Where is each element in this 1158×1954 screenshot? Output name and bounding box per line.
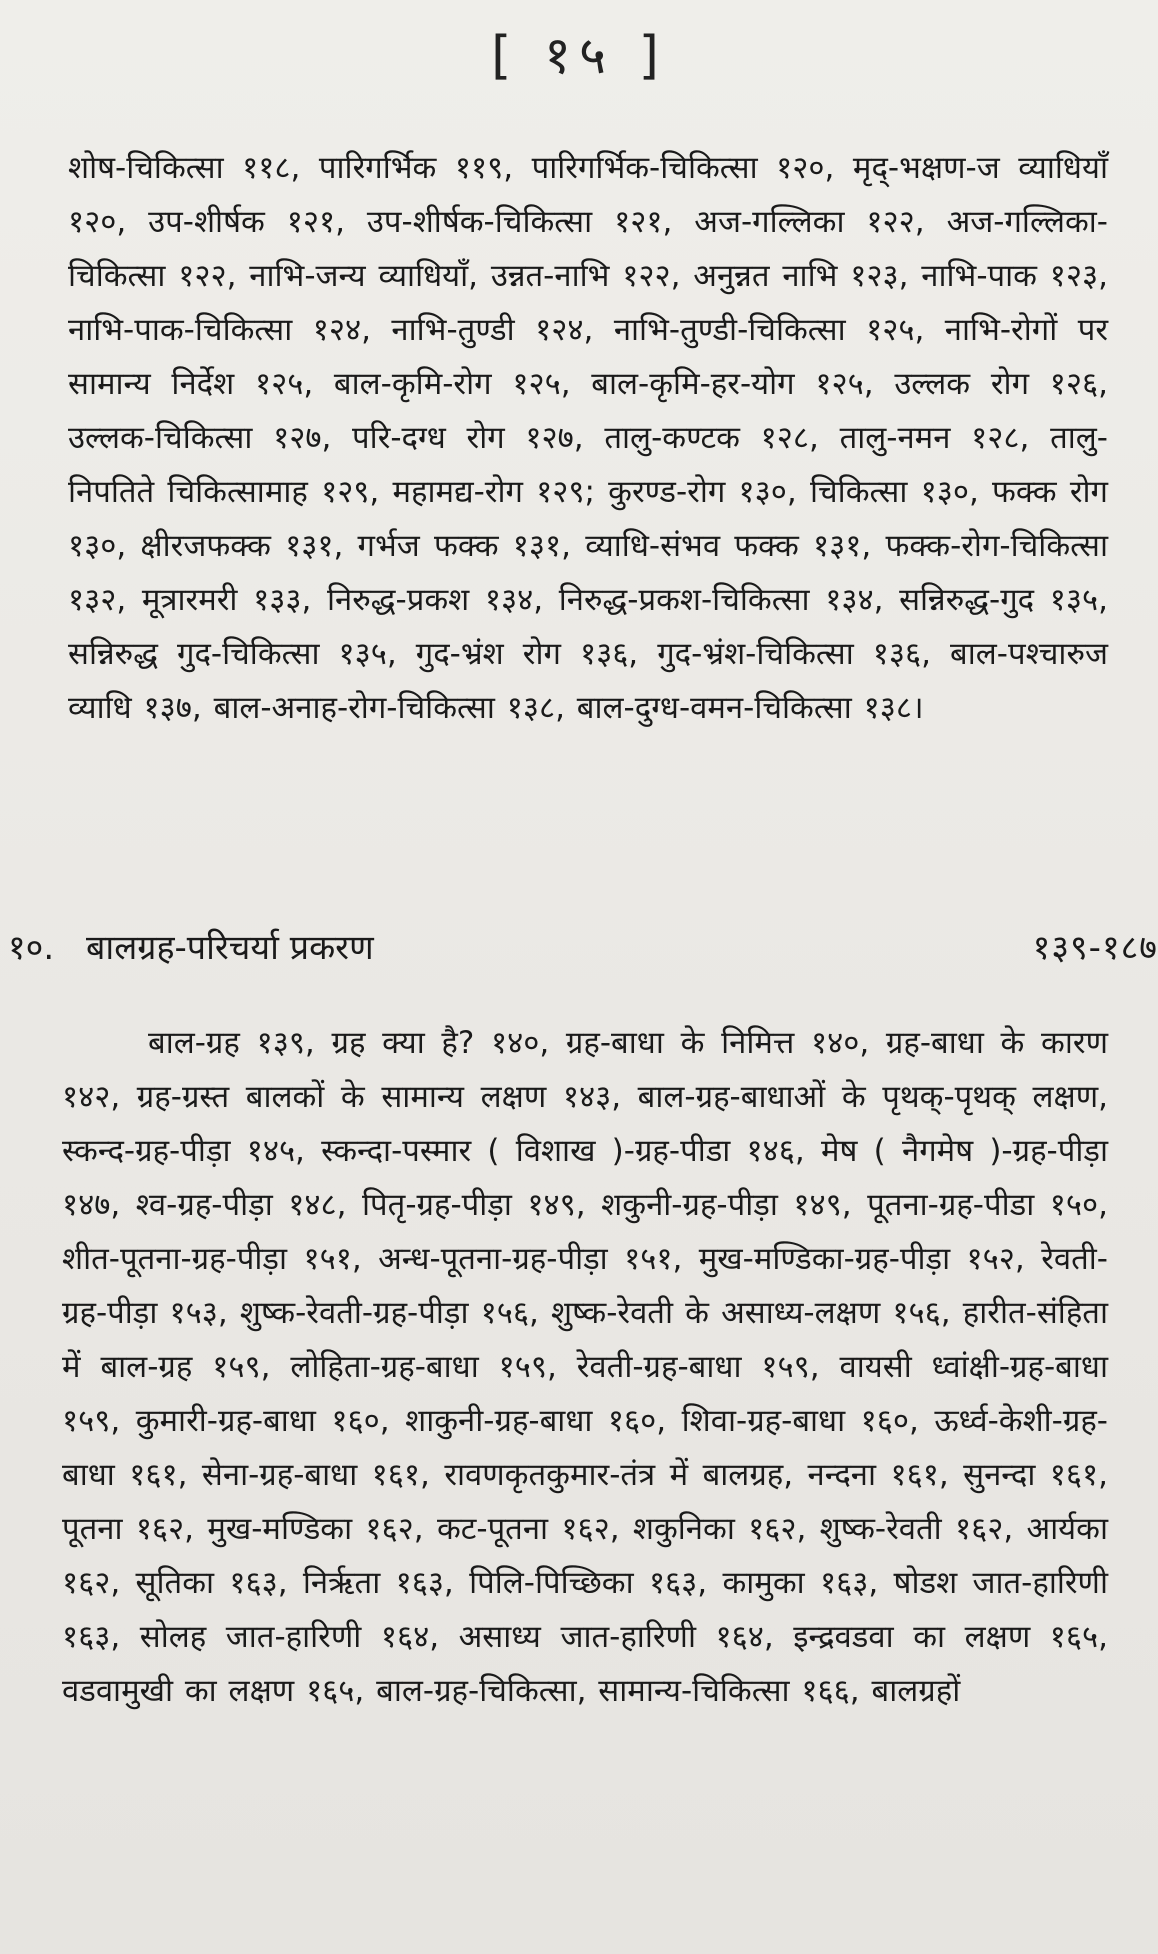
page-number: [ १५ ] <box>491 26 667 86</box>
contents-paragraph-continued: शोष-चिकित्सा ११८, पारिगर्भिक ११९, पारिगर्भिक-चिकित्सा १२०, मृद्-भक्षण-ज व्याधियाँ १२०, उप-शीर्षक १२१, उप-शीर्षक-चिकित्सा १२१, अज-गल्लिका १२२, अज-गल्लिका-चिकित्सा १२२, नाभि-जन्य व्याधियाँ, उन्नत-नाभि १२२, अनुन्नत नाभि १२३, नाभि-पाक १२३, नाभि-पाक-चिकित्सा १२४, नाभि-तुण्डी १२४, नाभि-तुण्डी-चिकित्सा १२५, नाभि-रोगों पर सामान्य निर्देश १२५, बाल-कृमि-रोग १२५, बाल-कृमि-हर-योग १२५, उल्लक रोग १२६, उल्लक-चिकित्सा १२७, परि-दग्ध रोग १२७, तालु-कण्टक १२८, तालु-नमन १२८, तालु-निपतिते चिकित्सामाह १२९, महामद्य-रोग १२९; कुरण्ड-रोग १३०, चिकित्सा १३०, फक्क रोग १३०, क्षीरजफक्क १३१, गर्भज फक्क १३१, व्याधि-संभव फक्क १३१, फक्क-रोग-चिकित्सा १३२, मूत्रारमरी १३३, निरुद्ध-प्रकश १३४, निरुद्ध-प्रकश-चिकित्सा १३४, सन्निरुद्ध-गुद १३५, सन्निरुद्ध गुद-चिकित्सा १३५, गुद-भ्रंश रोग १३६, गुद-भ्रंश-चिकित्सा १३६, बाल-पश्चारुज व्याधि १३७, बाल-अनाह-रोग-चिकित्सा १३८, बाल-दुग्ध-वमन-चिकित्सा १३८। <box>68 150 1108 726</box>
section-number: १०. <box>8 928 55 968</box>
section-title: बालग्रह-परिचर्या प्रकरण <box>86 928 374 968</box>
section-heading <box>8 920 1158 976</box>
section-page-range: १३९-१८७ <box>1032 928 1158 968</box>
section-contents-paragraph: बाल-ग्रह १३९, ग्रह क्या है? १४०, ग्रह-बाधा के निमित्त १४०, ग्रह-बाधा के कारण १४२, ग्रह-ग्रस्त बालकों के सामान्य लक्षण १४३, बाल-ग्रह-बाधाओं के पृथक्-पृथक् लक्षण, स्कन्द-ग्रह-पीड़ा १४५, स्कन्दा-पस्मार ( विशाख )-ग्रह-पीडा १४६, मेष ( नैगमेष )-ग्रह-पीड़ा १४७, श्व-ग्रह-पीड़ा १४८, पितृ-ग्रह-पीड़ा १४९, शकुनी-ग्रह-पीड़ा १४९, पूतना-ग्रह-पीडा १५०, शीत-पूतना-ग्रह-पीड़ा १५१, अन्ध-पूतना-ग्रह-पीड़ा १५१, मुख-मण्डिका-ग्रह-पीड़ा १५२, रेवती-ग्रह-पीड़ा १५३, शुष्क-रेवती-ग्रह-पीड़ा १५६, शुष्क-रेवती के असाध्य-लक्षण १५६, हारीत-संहिता में बाल-ग्रह १५९, लोहिता-ग्रह-बाधा १५९, रेवती-ग्रह-बाधा १५९, वायसी ध्वांक्षी-ग्रह-बाधा १५९, कुमारी-ग्रह-बाधा १६०, शाकुनी-ग्रह-बाधा १६०, शिवा-ग्रह-बाधा १६०, ऊर्ध्व-केशी-ग्रह-बाधा १६१, सेना-ग्रह-बाधा १६१, रावणकृतकुमार-तंत्र में बालग्रह, नन्दना १६१, सुनन्दा १६१, पूतना १६२, मुख-मण्डिका १६२, कट-पूतना १६२, शकुनिका १६२, शुष्क-रेवती १६२, आर्यका १६२, सूतिका १६३, निर्ऋता १६३, पिलि-पिच्छिका १६३, कामुका १६३, षोडश जात-हारिणी १६३, सोलह जात-हारिणी १६४, असाध्य जात-हारिणी १६४, इन्द्रवडवा का लक्षण १६५, वडवामुखी का लक्षण १६५, बाल-ग्रह-चिकित्सा, सामान्य-चिकित्सा १६६, बालग्रहों <box>62 1025 1108 1709</box>
